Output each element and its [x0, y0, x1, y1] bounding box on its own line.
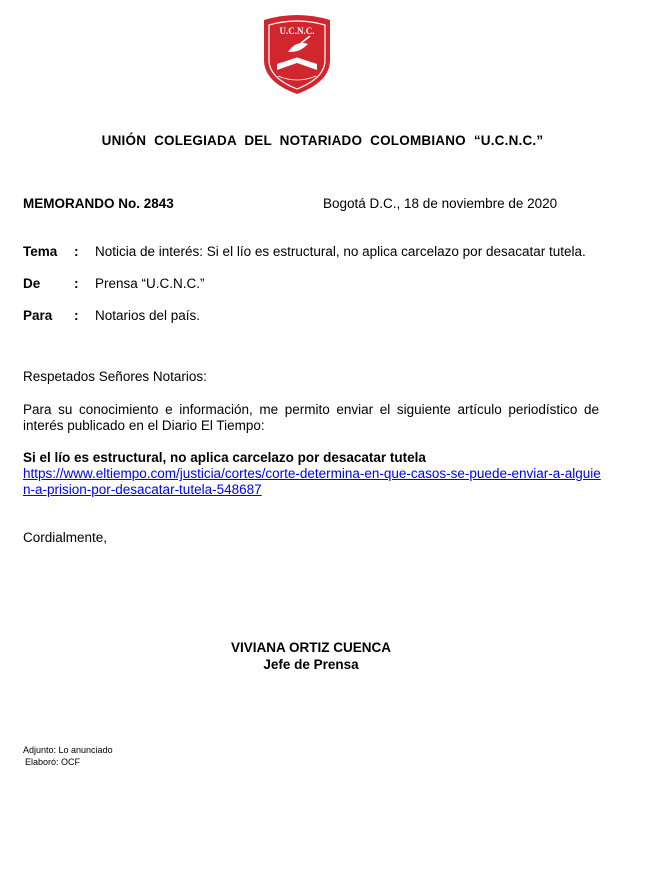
- article-title: Si el lío es estructural, no aplica carcelazo por desacatar tutela: [23, 450, 426, 465]
- prepared-by-note: Elaboró: OCF: [25, 757, 81, 767]
- field-value-de: Prensa “U.C.N.C.”: [95, 276, 205, 291]
- field-colon-para: :: [74, 308, 79, 323]
- article-link[interactable]: https://www.eltiempo.com/justicia/cortes/corte-determina-en-que-casos-se-puede-enviar-a-alguien-a-prision-por-desacatar-tutela-548687: [23, 466, 601, 497]
- logo-text: U.C.N.C.: [279, 26, 315, 36]
- field-label-para: Para: [23, 308, 53, 323]
- closing: Cordialmente,: [23, 530, 108, 545]
- intro-paragraph: Para su conocimiento e información, me permito enviar el siguiente artículo periodístico de interés publicado en el Diario El Tiempo:: [23, 402, 599, 433]
- field-label-de: De: [23, 276, 41, 291]
- field-colon-de: :: [74, 276, 79, 291]
- greeting: Respetados Señores Notarios:: [23, 369, 207, 384]
- signatory-name: VIVIANA ORTIZ CUENCA: [230, 640, 391, 655]
- memo-date: Bogotá D.C., 18 de noviembre de 2020: [323, 196, 558, 211]
- signatory-role: Jefe de Prensa: [263, 657, 359, 672]
- memo-number: MEMORANDO No. 2843: [23, 196, 174, 211]
- field-colon-tema: :: [74, 244, 79, 259]
- ucnc-logo: [260, 14, 334, 96]
- attachment-note: Adjunto: Lo anunciado: [23, 745, 113, 755]
- field-value-para: Notarios del país.: [95, 308, 201, 323]
- shield-emblem-icon: [260, 14, 334, 96]
- field-value-tema: Noticia de interés: Si el lío es estructural, no aplica carcelazo por desacatar tutela.: [95, 244, 586, 259]
- field-label-tema: Tema: [23, 244, 58, 259]
- organization-title: UNIÓN COLEGIADA DEL NOTARIADO COLOMBIANO “U.C.N.C.”: [101, 133, 544, 148]
